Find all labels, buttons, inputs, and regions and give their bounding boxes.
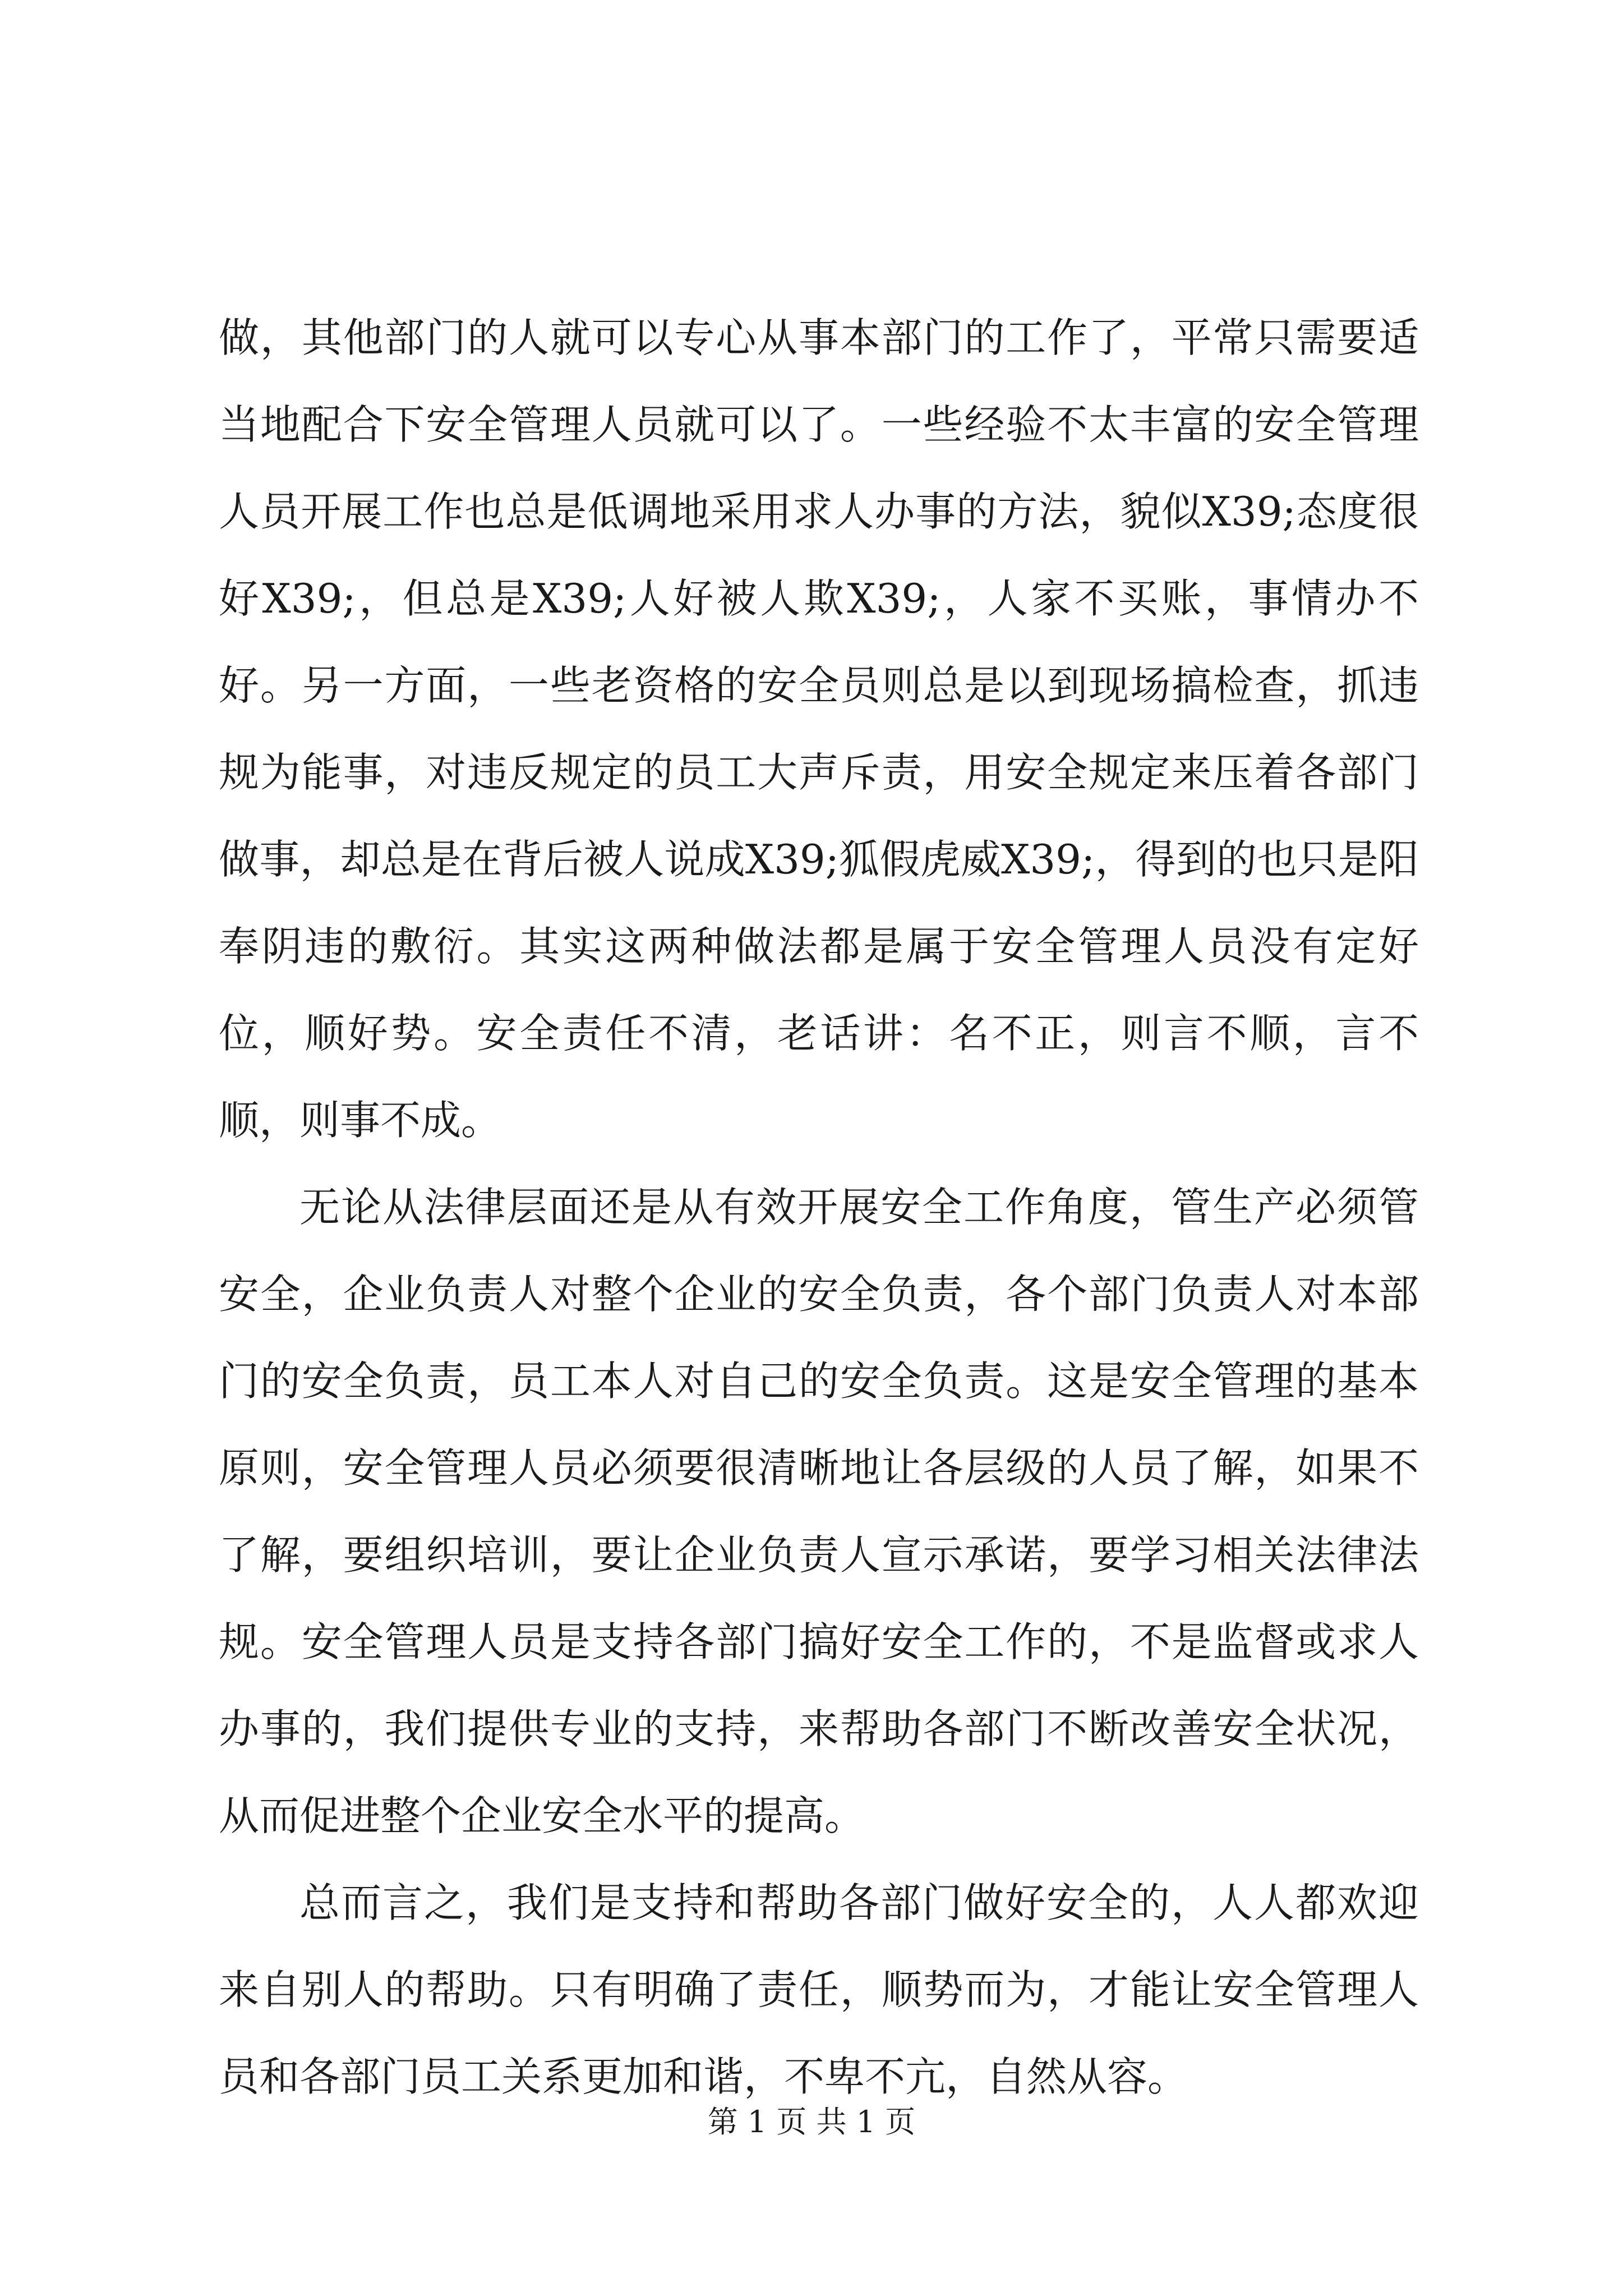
paragraph-continued: 做，其他部门的人就可以专心从事本部门的工作了，平常只需要适当地配合下安全管理人员就可以了。一些经验不太丰富的安全管理人员开展工作也总是低调地采用求人办事的方法，貌似X39;态度很好X39;，但总是X39;人好被人欺X39;，人家不买账，事情办不好。另一方面，一些老资格的安全员则总是以到现场搞检查，抓违规为能事，对违反规定的员工大声斥责，用安全规定来压着各部门做事，却总是在背后被人说成X39;狐假虎威X39;，得到的也只是阳奉阴违的敷衍。其实这两种做法都是属于安全管理人员没有定好位，顺好势。安全责任不清，老话讲：名不正，则言不顺，言不顺，则事不成。 <box>219 314 1419 1144</box>
document-body <box>219 295 1419 2120</box>
page-footer: 第 1 页 共 1 页 <box>707 2104 916 2139</box>
paragraph-responsibility: 无论从法律层面还是从有效开展安全工作角度，管生产必须管安全，企业负责人对整个企业的安全负责，各个部门负责人对本部门的安全负责，员工本人对自己的安全负责。这是安全管理的基本原则，安全管理人员必须要很清晰地让各层级的人员了解，如果不了解，要组织培训，要让企业负责人宣示承诺，要学习相关法律法规。安全管理人员是支持各部门搞好安全工作的，不是监督或求人办事的，我们提供专业的支持，来帮助各部门不断改善安全状况，从而促进整个企业安全水平的提高。 <box>219 1184 1419 1839</box>
paragraph-conclusion: 总而言之，我们是支持和帮助各部门做好安全的，人人都欢迎来自别人的帮助。只有明确了责任，顺势而为，才能让安全管理人员和各部门员工关系更加和谐，不卑不亢，自然从容。 <box>219 1879 1419 2100</box>
